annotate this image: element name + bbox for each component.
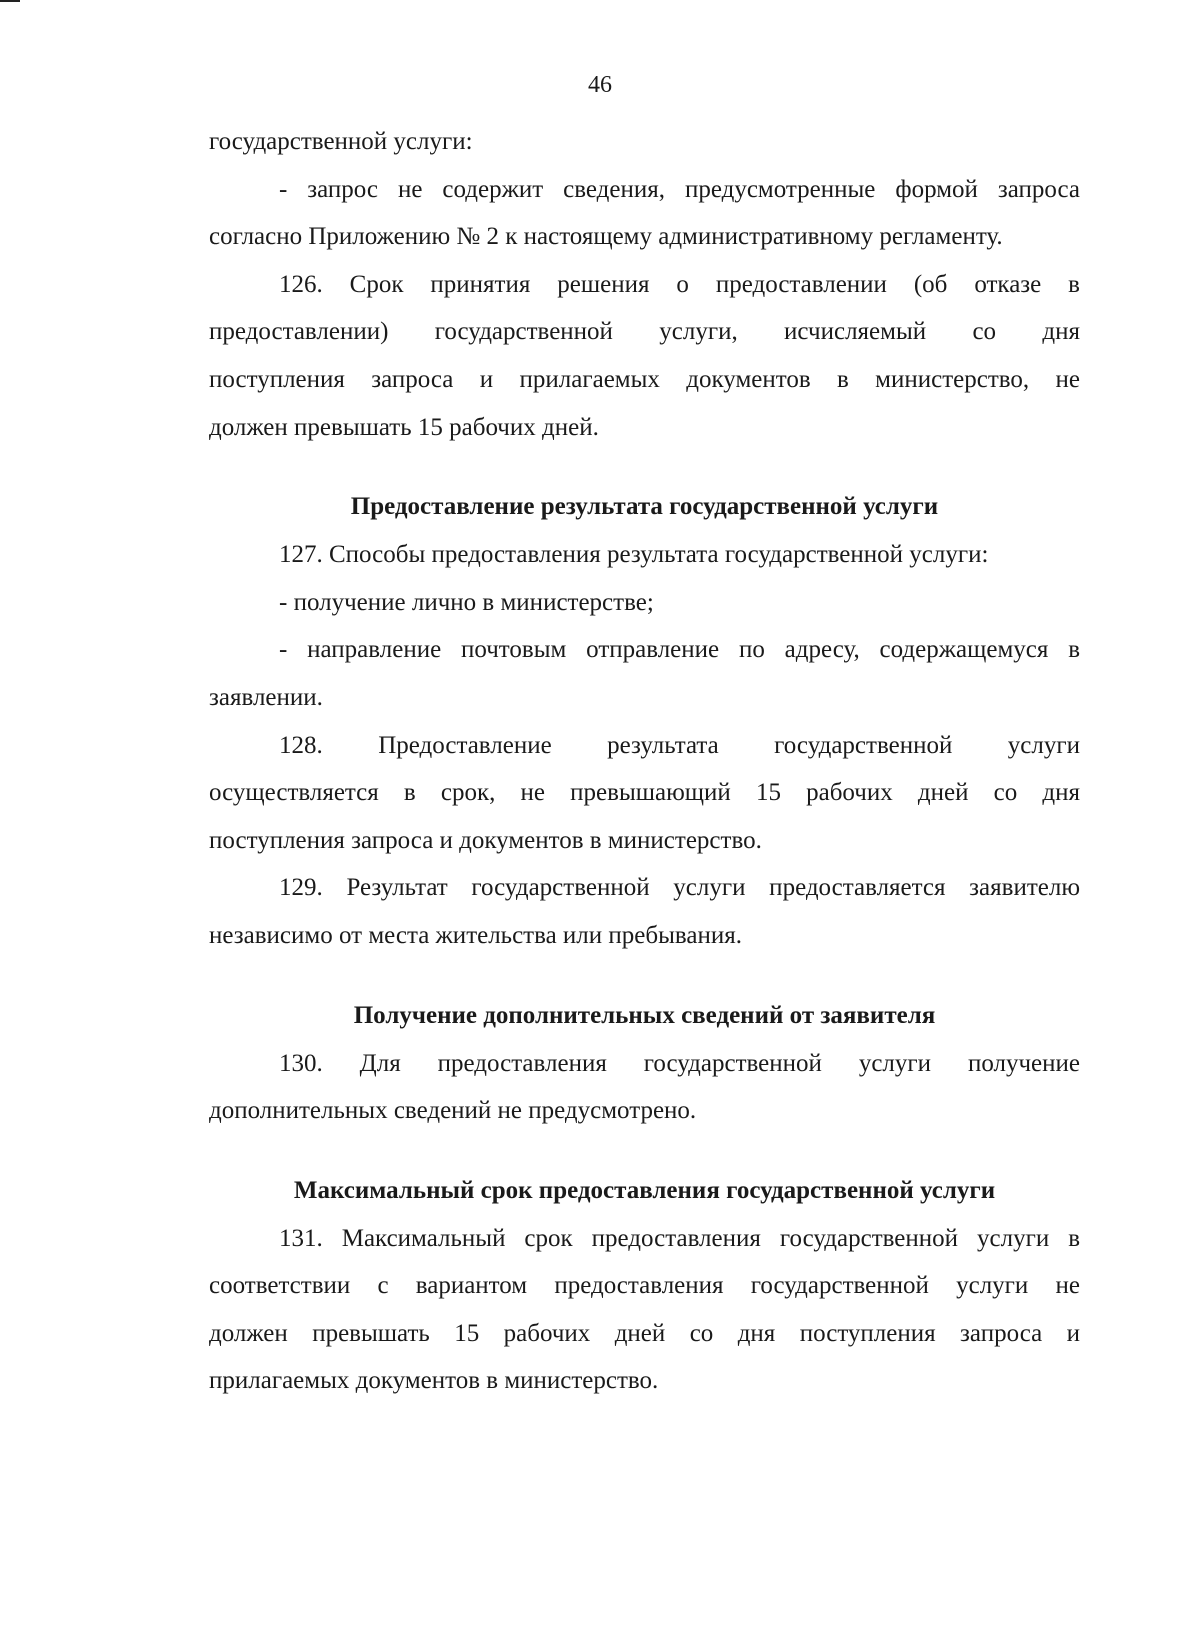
paragraph-line: поступления запроса и документов в министерство. xyxy=(209,826,762,854)
paragraph-line: государственной услуги: xyxy=(209,128,473,155)
paragraph-line: заявлении. xyxy=(209,683,323,711)
paragraph-line: должен превышать 15 рабочих дней. xyxy=(209,413,599,441)
paragraph-line: 127. Способы предоставления результата государственной услуги: xyxy=(279,541,989,569)
paragraph-line: 130. Для предоставления государственной услуги получение xyxy=(279,1049,1080,1077)
scan-corner-mark xyxy=(0,0,20,2)
section-gap xyxy=(209,960,1080,991)
section-heading: Максимальный срок предоставления государственной услуги xyxy=(293,1176,996,1204)
paragraph-line: прилагаемых документов в министерство. xyxy=(209,1367,659,1395)
paragraph-line: - получение лично в министерстве; xyxy=(279,588,654,616)
paragraph-line: 129. Результат государственной услуги предоставляется заявителю xyxy=(279,874,1080,902)
paragraph-line: 128. Предоставление результата государственной услуги xyxy=(279,731,1080,759)
section-heading: Предоставление результата государственной услуги xyxy=(350,493,939,521)
paragraph-line: дополнительных сведений не предусмотрено. xyxy=(209,1097,697,1125)
page-number: 46 xyxy=(588,72,612,98)
document-body xyxy=(209,118,1080,1405)
paragraph-line: 131. Максимальный срок предоставления государственной услуги в xyxy=(279,1224,1080,1252)
paragraph-line: - запрос не содержит сведения, предусмотренные формой запроса xyxy=(279,175,1080,203)
paragraph-line: - направление почтовым отправление по адресу, содержащемуся в xyxy=(279,636,1080,664)
paragraph-line: соответствии с вариантом предоставления государственной услуги не xyxy=(209,1272,1080,1300)
paragraph-line: согласно Приложению № 2 к настоящему административному регламенту. xyxy=(209,223,1003,251)
paragraph-line: 126. Срок принятия решения о предоставлении (об отказе в xyxy=(279,270,1080,298)
paragraph-line: поступления запроса и прилагаемых документов в министерство, не xyxy=(209,365,1080,393)
section-gap xyxy=(209,451,1080,482)
paragraph-line: должен превышать 15 рабочих дней со дня поступления запроса и xyxy=(209,1319,1080,1347)
section-heading: Получение дополнительных сведений от заявителя xyxy=(353,1001,936,1029)
section-gap xyxy=(209,1135,1080,1166)
paragraph-line: независимо от места жительства или пребывания. xyxy=(209,921,742,949)
paragraph-line: осуществляется в срок, не превышающий 15 рабочих дней со дня xyxy=(209,779,1080,807)
paragraph-line: предоставлении) государственной услуги, исчисляемый со дня xyxy=(209,318,1080,346)
